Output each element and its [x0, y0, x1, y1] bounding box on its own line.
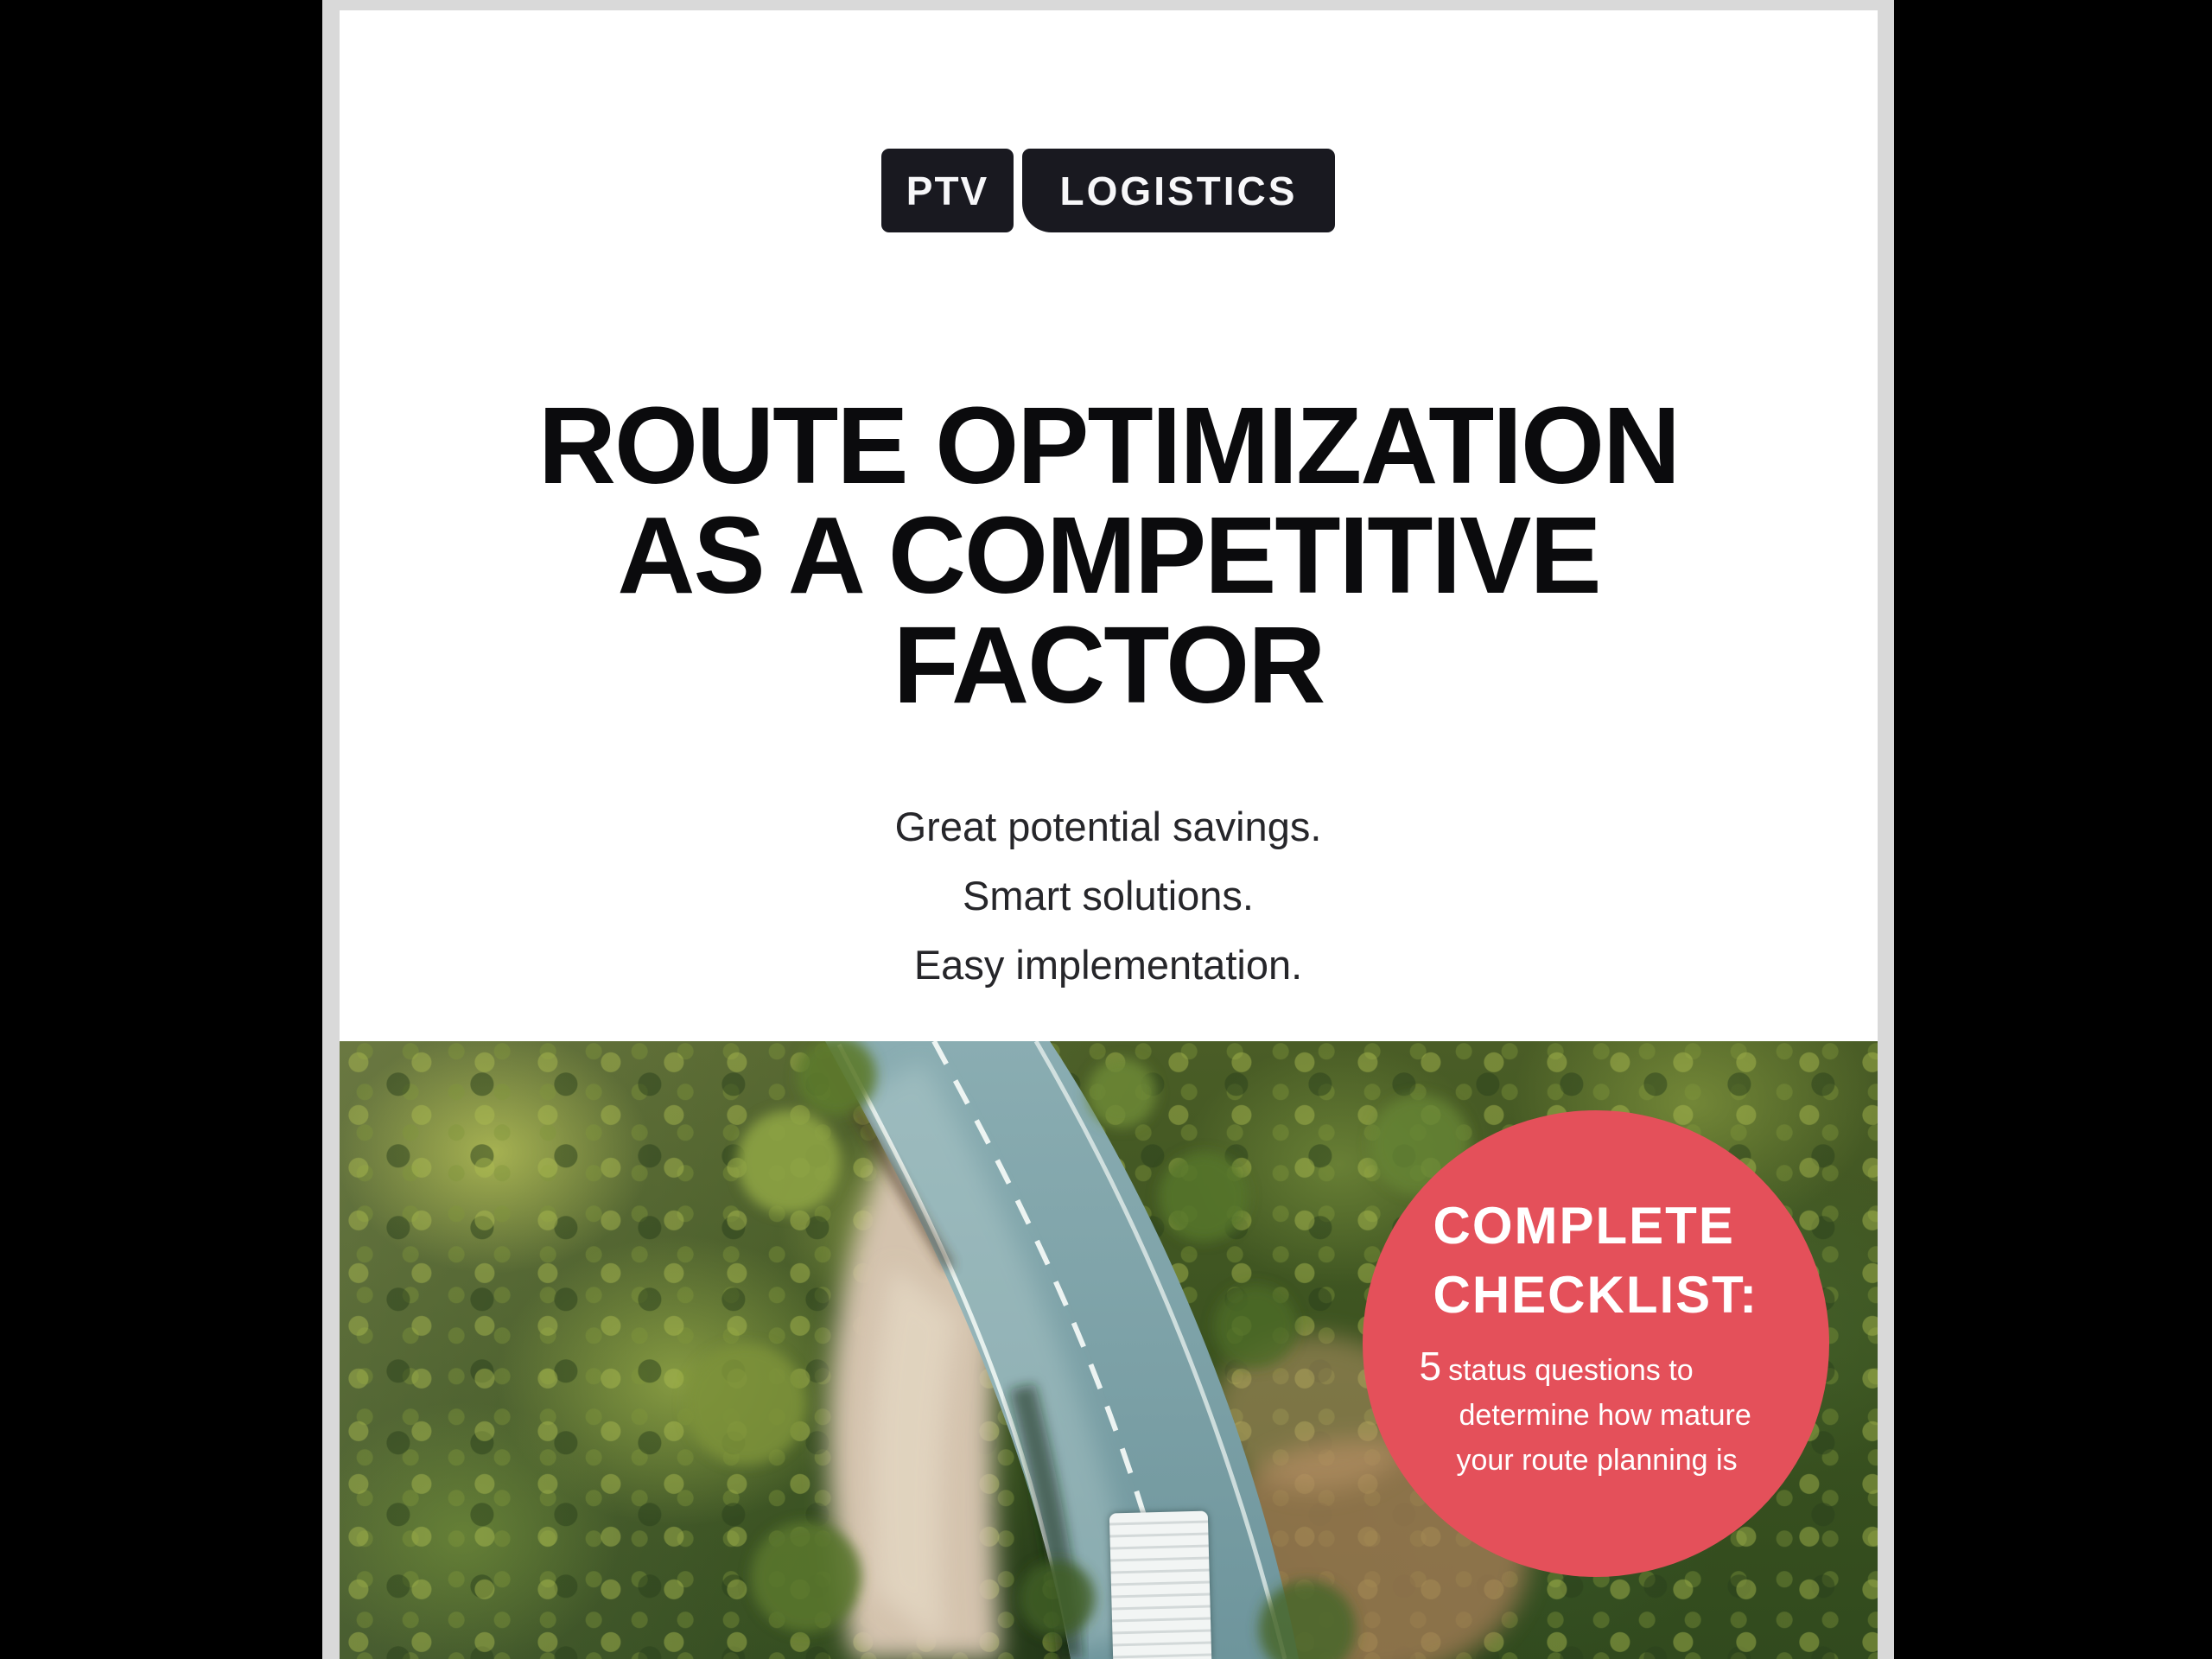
truck-trailer	[1109, 1511, 1211, 1659]
page-title-line3: FACTOR	[893, 604, 1324, 726]
page-title-line2: AS A COMPETITIVE	[616, 494, 1600, 616]
tagline-line3: Easy implementation.	[913, 942, 1303, 988]
logo-logistics-text: LOGISTICS	[1059, 168, 1298, 213]
tagline-line2: Smart solutions.	[963, 873, 1254, 918]
logo-logistics-box	[1022, 149, 1335, 232]
badge-body-text1: status questions to	[1448, 1354, 1694, 1387]
hero-photo-aerial-forest-road	[340, 1041, 1878, 1659]
badge-body-line1	[1420, 1344, 1829, 1393]
logo-ptv-box	[881, 149, 1014, 232]
badge-number: 5	[1419, 1344, 1442, 1389]
badge-title-line2: CHECKLIST:	[1433, 1266, 1759, 1324]
badge-title-line1: COMPLETE	[1433, 1197, 1735, 1255]
badge-body	[1420, 1344, 1829, 1483]
ptv-logistics-logo	[340, 149, 1878, 232]
badge-body-line3: your route planning is	[1456, 1444, 1738, 1477]
tagline-line1: Great potential savings.	[894, 804, 1322, 849]
badge-body-line2: determine how mature	[1459, 1399, 1751, 1432]
page-title-line1: ROUTE OPTIMIZATION	[537, 385, 1679, 506]
flyer-page	[340, 10, 1878, 1659]
tagline	[340, 792, 1878, 1000]
logo-ptv-text: PTV	[906, 168, 989, 213]
page-title	[346, 385, 1869, 726]
badge-title	[1433, 1192, 1829, 1330]
document-viewport	[322, 0, 1894, 1659]
checklist-badge	[1363, 1110, 1829, 1577]
